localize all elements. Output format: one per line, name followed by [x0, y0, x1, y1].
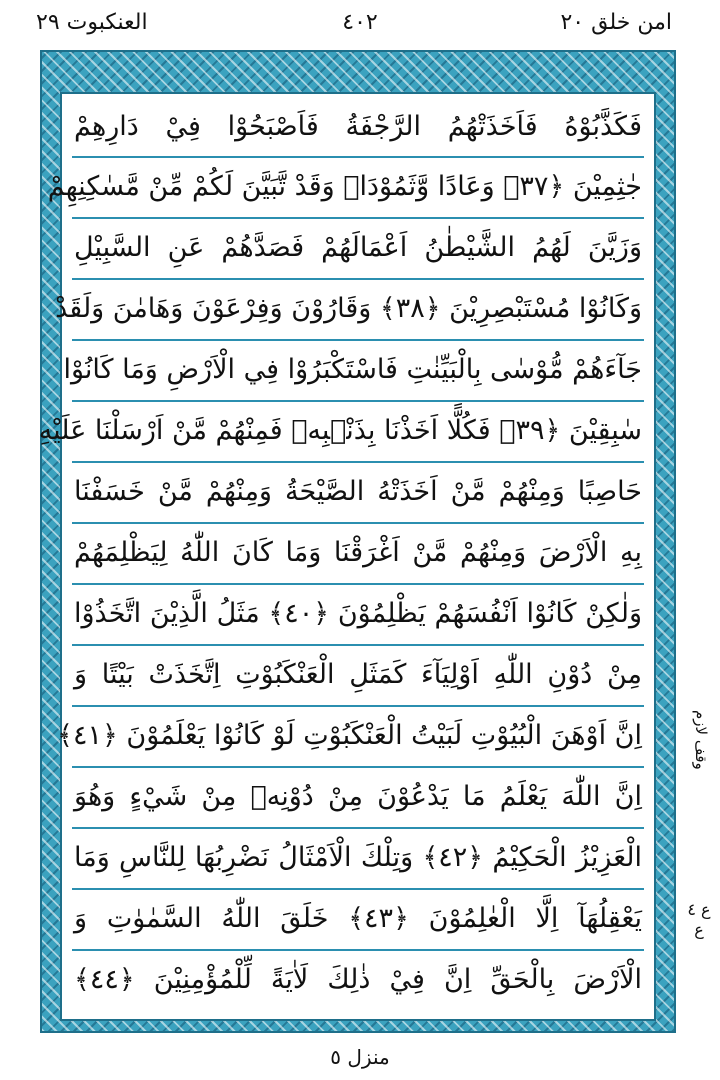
waqf-margin-note: وقف لازم: [692, 710, 710, 770]
verse-line-8: بِهِ الْاَرْضَ وَمِنْهُمْ مَّنْ اَغْرَقْنَا وَمَا كَانَ اللّٰهُ لِيَظْلِمَهُمْ: [74, 537, 642, 568]
manzil-label: منزل ٥: [330, 1045, 390, 1069]
ornamental-border: [40, 50, 676, 1033]
para-name: امن خلق ٢٠: [560, 10, 672, 35]
verse-line-9: وَلٰكِنْ كَانُوْا اَنْفُسَهُمْ يَظْلِمُوْنَ ﴿٤٠﴾ مَثَلُ الَّذِيْنَ اتَّخَذُوْا: [74, 598, 642, 629]
verse-line-3: وَزَيَّنَ لَهُمُ الشَّيْطٰنُ اَعْمَالَهُمْ فَصَدَّهُمْ عَنِ السَّبِيْلِ: [74, 232, 642, 263]
verse-line-14: يَعْقِلُهَآ اِلَّا الْعٰلِمُوْنَ ﴿٤٣﴾ خَلَقَ اللّٰهُ السَّمٰوٰتِ وَ: [74, 903, 642, 934]
verse-line-12: اِنَّ اللّٰهَ يَعْلَمُ مَا يَدْعُوْنَ مِنْ دُوْنِهٖ مِنْ شَيْءٍ وَهُوَ: [74, 781, 642, 812]
text-panel: [38, 92, 656, 1021]
ruku-marker: ع ٤ ع: [687, 900, 711, 939]
page-number: ٤٠٢: [342, 10, 378, 35]
verse-line-15: الْاَرْضَ بِالْحَقِّ اِنَّ فِيْ ذٰلِكَ لَاٰيَةً لِّلْمُؤْمِنِيْنَ ﴿٤٤﴾: [74, 964, 642, 995]
verse-line-13: الْعَزِيْزُ الْحَكِيْمُ ﴿٤٢﴾ وَتِلْكَ الْاَمْثَالُ نَضْرِبُهَا لِلنَّاسِ وَمَا: [74, 842, 642, 873]
verse-line-1: فَكَذَّبُوْهُ فَاَخَذَتْهُمُ الرَّجْفَةُ فَاَصْبَحُوْا فِيْ دَارِهِمْ: [74, 111, 642, 142]
verse-line-11: اِنَّ اَوْهَنَ الْبُيُوْتِ لَبَيْتُ الْعَنْكَبُوْتِ لَوْ كَانُوْا يَعْلَمُوْنَ ﴿٤١﴾: [57, 720, 642, 751]
surah-name: العنكبوت ٢٩: [36, 10, 148, 35]
verse-line-10: مِنْ دُوْنِ اللّٰهِ اَوْلِيَآءَ كَمَثَلِ الْعَنْكَبُوْتِ اِتَّخَذَتْ بَيْتًا وَ: [74, 659, 642, 690]
verse-line-7: حَاصِبًا وَمِنْهُمْ مَّنْ اَخَذَتْهُ الصَّيْحَةُ وَمِنْهُمْ مَّنْ خَسَفْنَا: [74, 476, 642, 507]
verse-line-6: سٰبِقِيْنَ ﴿٣٩﴾ فَكُلًّا اَخَذْنَا بِذَنْۢبِهٖ فَمِنْهُمْ مَّنْ اَرْسَلْنَا عَلَيْهِ: [38, 415, 642, 446]
verse-line-2: جٰثِمِيْنَ ﴿٣٧﴾ وَعَادًا وَّثَمُوْدَا۠ وَقَدْ تَّبَيَّنَ لَكُمْ مِّنْ مَّسٰكِنِهِمْ: [47, 171, 642, 202]
verse-line-4: وَكَانُوْا مُسْتَبْصِرِيْنَ ﴿٣٨﴾ وَقَارُوْنَ وَفِرْعَوْنَ وَهَامٰنَ وَلَقَدْ: [55, 293, 642, 324]
verse-line-5: جَآءَهُمْ مُّوْسٰى بِالْبَيِّنٰتِ فَاسْتَكْبَرُوْا فِي الْاَرْضِ وَمَا كَانُوْا: [63, 354, 642, 385]
